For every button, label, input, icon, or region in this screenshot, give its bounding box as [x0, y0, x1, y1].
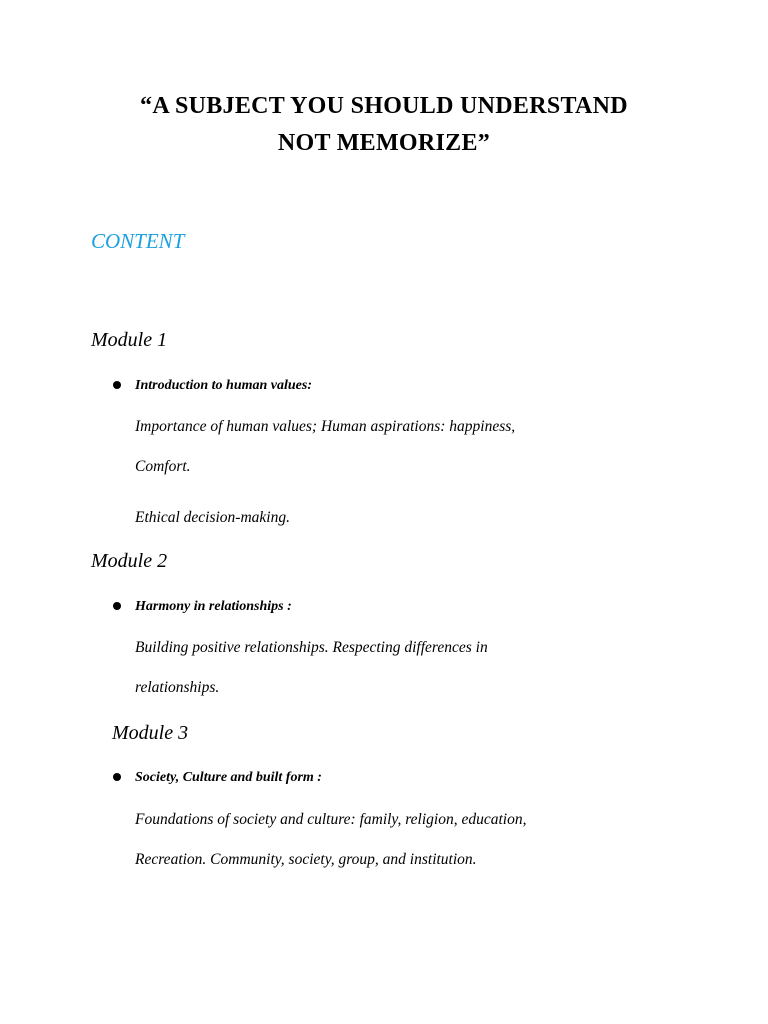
module-3-heading: Module 3 — [112, 722, 189, 744]
module-3-topic: Society, Culture and built form : — [135, 770, 322, 785]
module-1-line-1: Importance of human values; Human aspirations: happiness, — [135, 418, 516, 435]
module-1-heading: Module 1 — [91, 329, 168, 351]
module-2-line-2: relationships. — [135, 679, 220, 696]
module-2-topic: Harmony in relationships : — [135, 599, 292, 614]
module-2-line-1: Building positive relationships. Respecting differences in — [135, 639, 488, 656]
document-title-line-1: “A SUBJECT YOU SHOULD UNDERSTAND — [140, 93, 628, 119]
bullet-icon — [113, 381, 121, 389]
content-heading: CONTENT — [91, 229, 185, 253]
document-title-line-2: NOT MEMORIZE” — [277, 130, 491, 156]
bullet-icon — [113, 773, 121, 781]
module-2-heading: Module 2 — [91, 550, 168, 572]
document-title — [0, 88, 768, 162]
module-3-line-2: Recreation. Community, society, group, and institution. — [135, 851, 477, 868]
module-1-line-2: Comfort. — [135, 458, 191, 475]
module-1-line-3: Ethical decision-making. — [135, 509, 290, 526]
bullet-icon — [113, 602, 121, 610]
module-1-topic: Introduction to human values: — [135, 378, 312, 393]
module-3-line-1: Foundations of society and culture: family, religion, education, — [135, 811, 527, 828]
